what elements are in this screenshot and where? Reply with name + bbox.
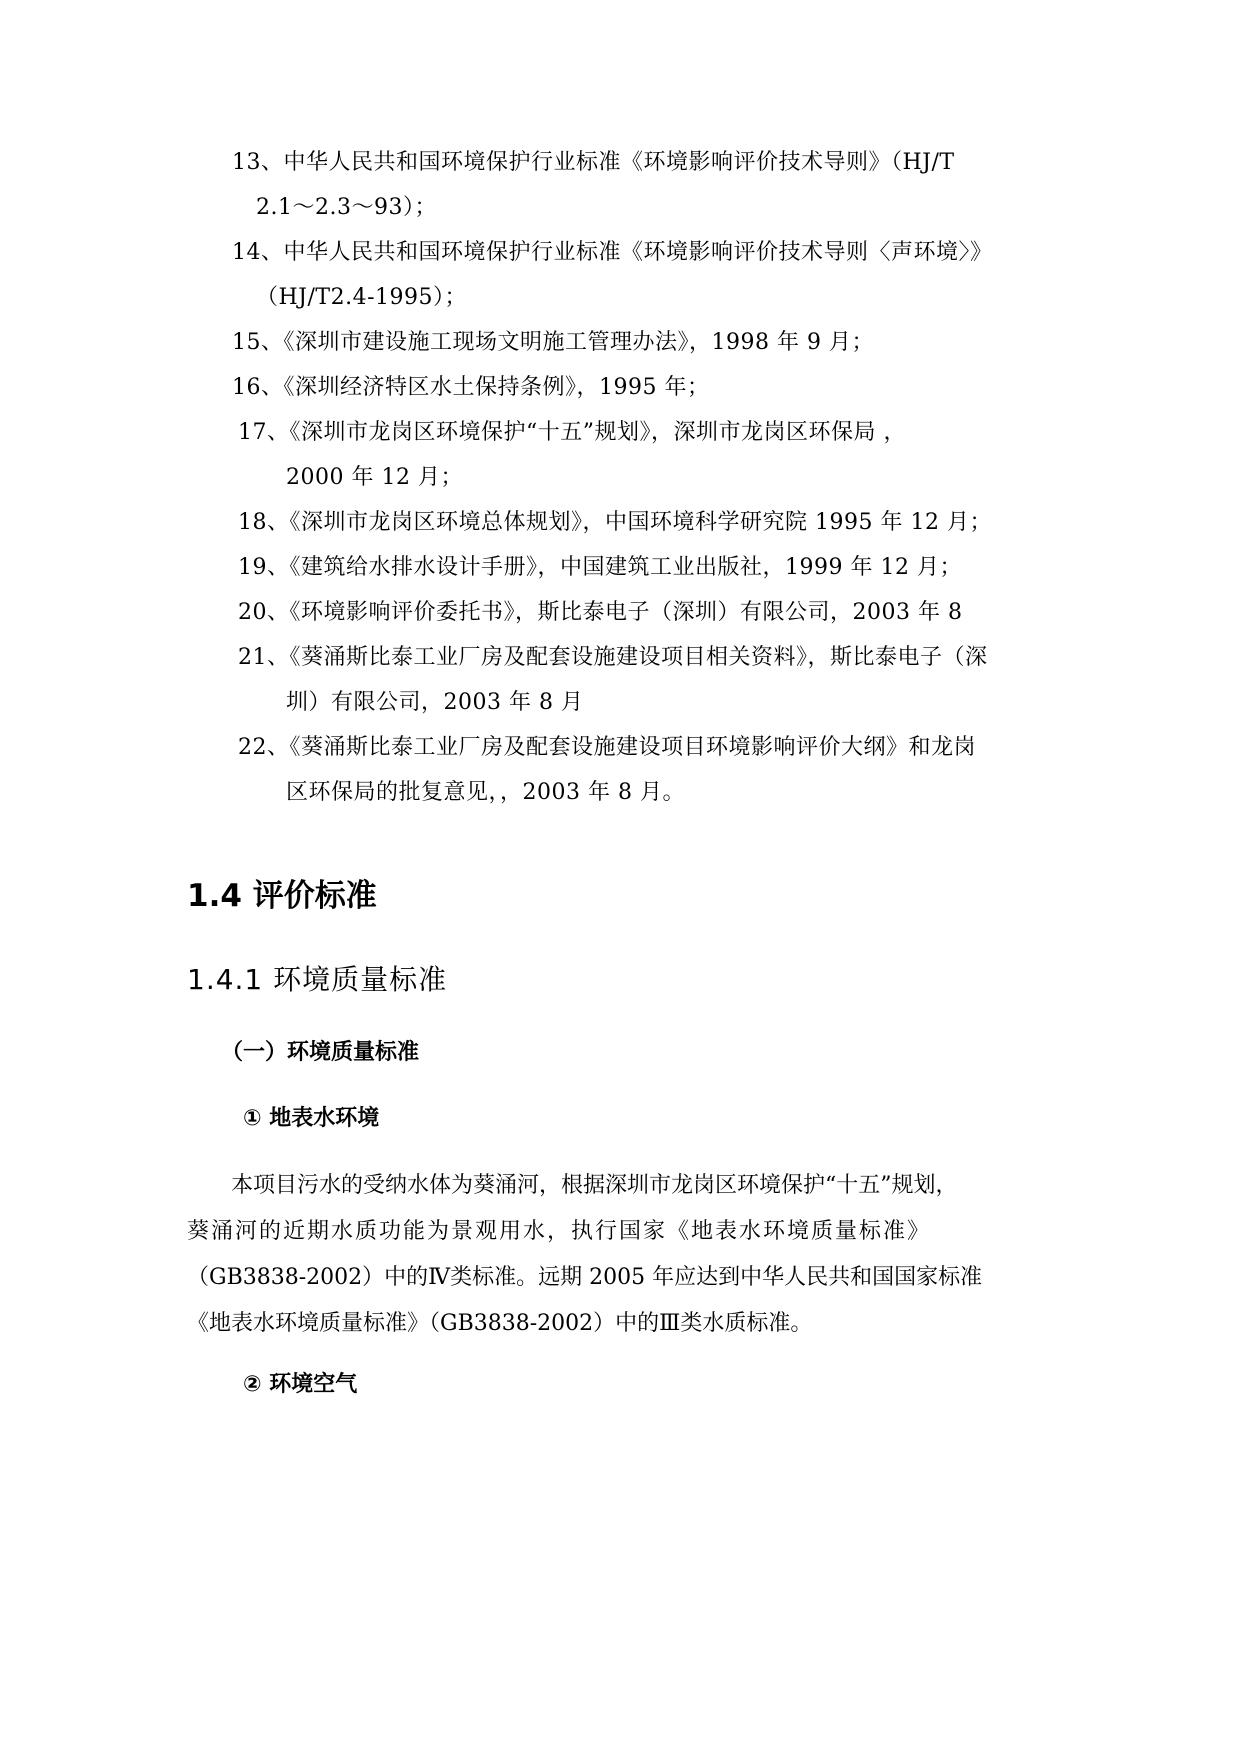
reference-17-line1: 17、《深圳市龙岗区环境保护“十五”规划》，深圳市龙岗区环保局 ， — [238, 420, 906, 445]
group-heading: （一）环境质量标准 — [221, 1040, 420, 1065]
item1-heading: ① 地表水环境 — [243, 1106, 380, 1131]
reference-22-line2: 区环保局的批复意见，，2003 年 8 月。 — [286, 780, 685, 805]
paragraph-line: （GB3838-2002）中的Ⅳ类标准。远期 2005 年应达到中华人民共和国国家标准 — [187, 1265, 983, 1290]
reference-13-line2: 2.1～2.3～93）； — [256, 195, 437, 220]
item2-heading: ② 环境空气 — [243, 1372, 358, 1397]
reference-19: 19、《建筑给水排水设计手册》，中国建筑工业出版社，1999 年 12 月； — [238, 555, 962, 580]
reference-17-line2: 2000 年 12 月； — [286, 465, 463, 490]
reference-16: 16、《深圳经济特区水土保持条例》，1995 年； — [232, 375, 710, 400]
reference-21-line2: 圳）有限公司，2003 年 8 月 — [286, 690, 584, 715]
reference-14-line1: 14、中华人民共和国环境保护行业标准《环境影响评价技术导则〈声环境〉》 — [232, 240, 993, 265]
reference-22-line1: 22、《葵涌斯比泰工业厂房及配套设施建设项目环境影响评价大纲》和龙岗 — [238, 735, 976, 760]
surface-water-paragraph — [187, 1163, 1057, 1347]
reference-21-line1: 21、《葵涌斯比泰工业厂房及配套设施建设项目相关资料》，斯比泰电子（深 — [238, 645, 988, 670]
section-heading: 1.4 评价标准 — [187, 878, 377, 914]
paragraph-line: 本项目污水的受纳水体为葵涌河，根据深圳市龙岗区环境保护“十五”规划， — [231, 1173, 958, 1198]
subsection-heading: 1.4.1 环境质量标准 — [187, 963, 448, 996]
reference-15: 15、《深圳市建设施工现场文明施工管理办法》，1998 年 9 月； — [232, 330, 874, 355]
paragraph-line: 葵涌河的近期水质功能为景观用水，执行国家《地表水环境质量标准》 — [187, 1219, 932, 1244]
reference-20: 20、《环境影响评价委托书》，斯比泰电子（深圳）有限公司，2003 年 8 — [238, 600, 963, 625]
reference-18: 18、《深圳市龙岗区环境总体规划》，中国环境科学研究院 1995 年 12 月； — [238, 510, 992, 535]
paragraph-line: 《地表水环境质量标准》（GB3838-2002）中的Ⅲ类水质标准。 — [187, 1311, 813, 1336]
reference-13-line1: 13、中华人民共和国环境保护行业标准《环境影响评价技术导则》（HJ/T — [232, 150, 955, 175]
reference-14-line2: （HJ/T2.4-1995）； — [256, 285, 468, 310]
